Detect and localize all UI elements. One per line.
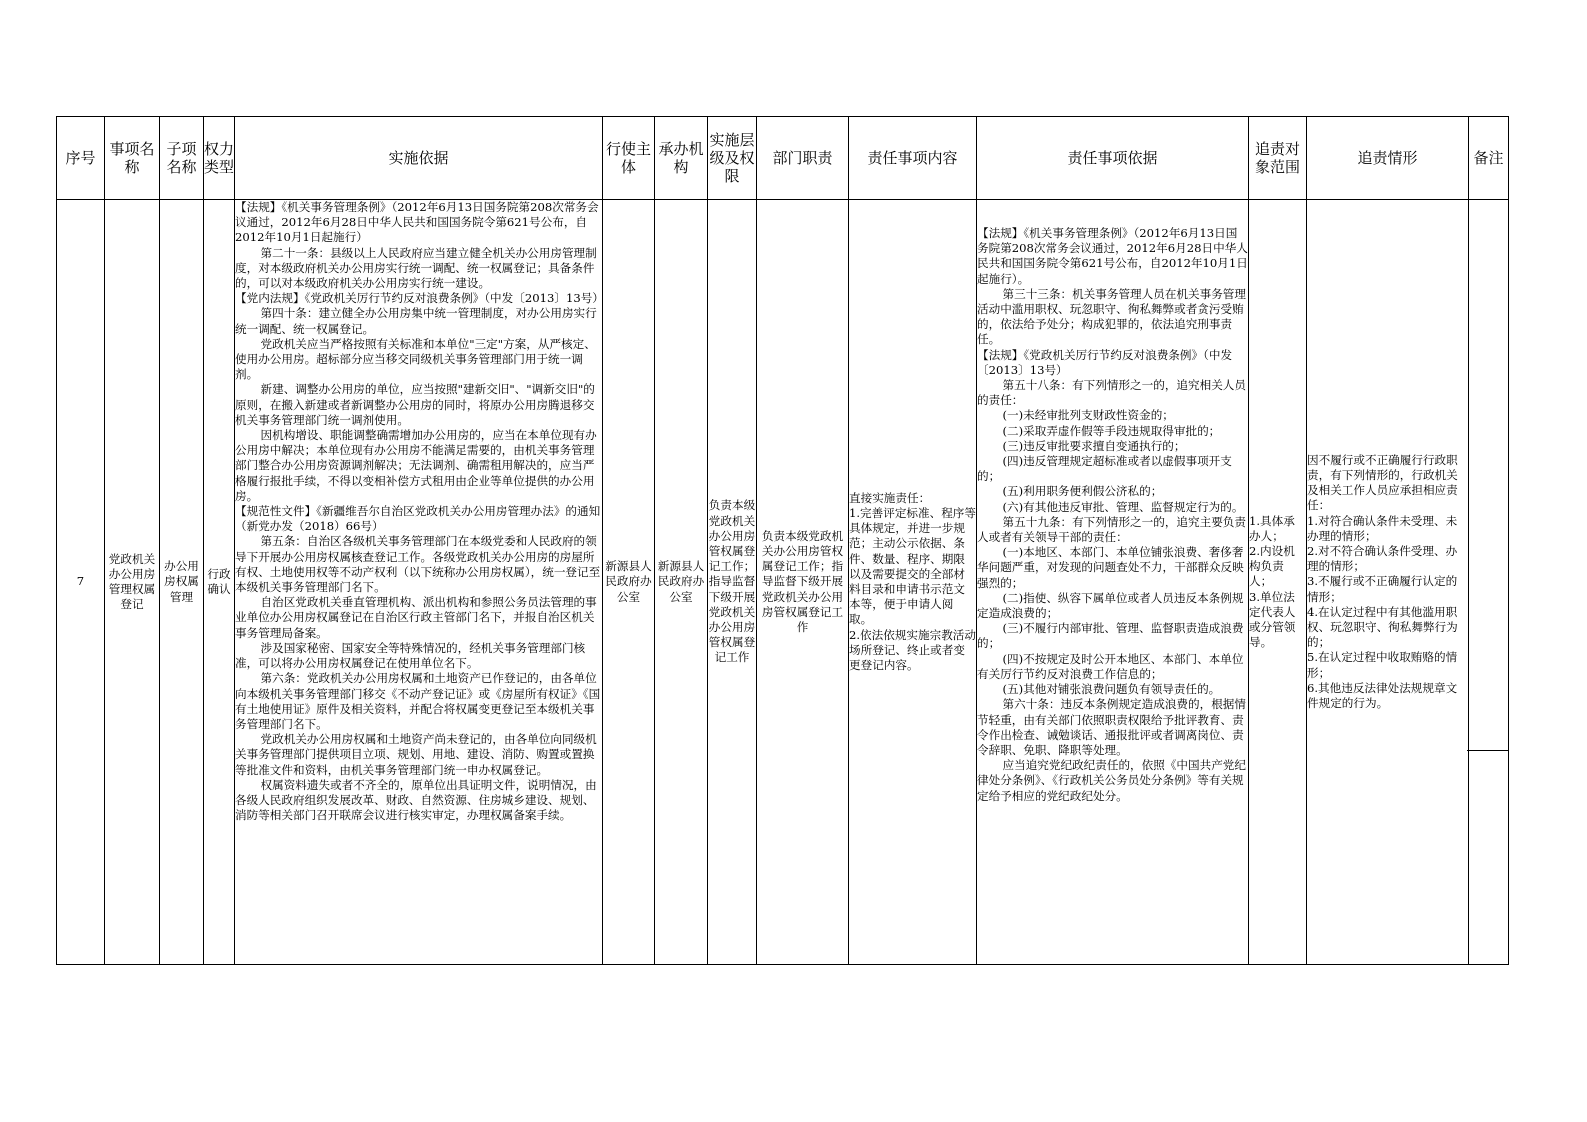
basis-para: 因机构增设、职能调整确需增加办公用房的，应当在本单位现有办公用房中解决；本单位现有办公用房不能满足需要的，由机关事务管理部门整合办公用房资源调剂解决；无法调剂、确需租用解决的，应当严格履行报批手续，不得以变相补偿方式租用由企业等单位提供的办公用房。: [235, 428, 597, 503]
resp-basis-para: 第六十条：违反本条例规定造成浪费的，根据情节轻重，由有关部门依照职责权限给予批评教育、责令作出检查、诫勉谈话、通报批评或者调离岗位、责令辞职、免职、降职等处理。: [977, 697, 1246, 757]
header-accountability-scope: 追责对象范围: [1249, 117, 1307, 200]
row-level: 负责本级党政机关办公用房管权属登记工作；指导监督下级开展党政机关办公用房管权属登记工作: [708, 200, 757, 965]
scope-para: 2.内设机构负责人；: [1249, 543, 1295, 589]
resp-basis-para: 应当追究党纪政纪责任的，依照《中国共产党纪律处分条例》、《行政机关公务员处分条例》等有关规定给予相应的党纪政纪处分。: [977, 758, 1246, 803]
header-resp-content: 责任事项内容: [849, 117, 977, 200]
row-sub-item: 办公用房权属管理: [160, 200, 204, 965]
resp-basis-para: (四)不按规定及时公开本地区、本部门、本单位有关厉行节约反对浪费工作信息的；: [977, 651, 1244, 681]
resp-basis-para: 第五十九条：有下列情形之一的，追究主要负责人或者有关领导干部的责任：: [977, 514, 1246, 545]
row-power-type: 行政确认: [204, 200, 235, 965]
header-sub-item: 子项名称: [160, 117, 204, 200]
resp-basis-para: 第三十三条：机关事务管理人员在机关事务管理活动中滥用职权、玩忽职守、徇私舞弊或者贪污受贿的，依法给予处分；构成犯罪的，依法追究刑事责任。: [977, 286, 1246, 347]
row-item-name: 党政机关办公用房管理权属登记: [105, 200, 160, 965]
header-basis: 实施依据: [235, 117, 603, 200]
resp-content-para: 2.依法依规实施宗教活动场所登记、终止或者变更登记内容。: [849, 627, 976, 673]
row-handler: 新源县人民政府办公室: [655, 200, 708, 965]
row-basis: [235, 200, 603, 965]
remarks-divider: [1467, 750, 1508, 751]
basis-para: 第四十条：建立健全办公用房集中统一管理制度，对办公用房实行统一调配、统一权属登记。: [235, 306, 597, 336]
row-dept-duty: 负责本级党政机关办公用房管权属登记工作；指导监督下级开展党政机关办公用房管权属登记工作: [757, 200, 849, 965]
cases-para: 2.对不符合确认条件受理、办理的情形；: [1307, 543, 1458, 574]
cases-para: 3.不履行或不正确履行认定的情形；: [1307, 574, 1458, 604]
header-power-type: 权力类型: [204, 117, 235, 200]
basis-para: 党政机关办公用房权属和土地资产尚未登记的，由各单位向同级机关事务管理部门提供项目立项、规划、用地、建设、消防、购置或置换等批准文件和资料，由机关事务管理部门统一申办权属登记。: [235, 732, 597, 777]
basis-para: 党政机关应当严格按照有关标准和本单位"三定"方案，从严核定、使用办公用房。超标部分应当移交同级机关事务管理部门用于统一调剂。: [235, 336, 596, 382]
basis-para: 【规范性文件】《新疆维吾尔自治区党政机关办公用房管理办法》的通知（新党办发（2018）66号）: [235, 504, 601, 534]
basis-para: 第二十一条：县级以上人民政府应当建立健全机关办公用房管理制度，对本级政府机关办公用房实行统一调配、统一权属登记；具备条件的，可以对本级政府机关办公用房实行统一建设。: [235, 245, 597, 291]
resp-basis-para: (四)违反管理规定超标准或者以虚假事项开支的；: [977, 454, 1232, 484]
cases-para: 4.在认定过程中有其他滥用职权、玩忽职守、徇私舞弊行为的；: [1307, 604, 1458, 650]
row-remarks: [1469, 200, 1509, 965]
cases-para: 6.其他违反法律处法规规章文件规定的行为。: [1307, 680, 1458, 711]
resp-basis-para: (二)指使、纵容下属单位或者人员违反本条例规定造成浪费的；: [977, 590, 1244, 621]
table-row: [57, 200, 1509, 965]
resp-content-para: 1.完善评定标准、程序等具体规定，并进一步规范；主动公示依据、条件、数量、程序、期限以及需要提交的全部材料目录和申请书示范文本等，便于申请人阅取。: [849, 505, 976, 627]
basis-para: 第五条：自治区各级机关事务管理部门在本级党委和人民政府的领导下开展办公用房权属核查登记工作。各级党政机关办公用房的房屋所有权、土地使用权等不动产权利（以下统称办公用房权属），统一登记至本级机关事务管理部门名下。: [235, 534, 601, 595]
resp-basis-para: (三)违反审批要求擅自变通执行的；: [1002, 438, 1186, 453]
header-item-name: 事项名称: [105, 117, 160, 200]
basis-para: 自治区党政机关垂直管理机构、派出机构和参照公务员法管理的事业单位办公用房权属登记在自治区行政主管部门名下，并报自治区机关事务管理局备案。: [235, 595, 597, 640]
row-accountability-cases: [1307, 200, 1469, 965]
resp-basis-para: (六)有其他违反审批、管理、监督规定行为的。: [1002, 499, 1244, 514]
header-handler: 承办机构: [655, 117, 708, 200]
header-accountability-cases: 追责情形: [1307, 117, 1469, 200]
resp-basis-para: 第五十八条：有下列情形之一的，追究相关人员的责任：: [977, 378, 1246, 408]
header-row: [57, 117, 1509, 200]
basis-para: 【党内法规】《党政机关厉行节约反对浪费条例》（中发〔2013〕13号）: [235, 291, 604, 306]
row-accountability-scope: [1249, 200, 1307, 965]
header-subject: 行使主体: [603, 117, 655, 200]
row-resp-basis: [977, 200, 1249, 965]
responsibility-table: [56, 116, 1509, 965]
header-resp-basis: 责任事项依据: [977, 117, 1249, 200]
basis-para: 新建、调整办公用房的单位，应当按照"建新交旧"、"调新交旧"的原则，在搬入新建或者新调整办公用房的同时，将原办公用房腾退移交机关事务管理部门统一调剂使用。: [235, 382, 595, 427]
resp-basis-para: (五)其他对铺张浪费问题负有领导责任的。: [1002, 682, 1221, 697]
header-seq: 序号: [57, 117, 105, 200]
resp-basis-para: 【法规】《机关事务管理条例》（2012年6月13日国务院第208次常务会议通过，2012年6月28日中华人民共和国国务院令第621号公布，自2012年10月1日起施行）。: [977, 226, 1248, 286]
resp-content-para: 直接实施责任：: [849, 490, 931, 505]
basis-para: 权属资料遗失或者不齐全的，原单位出具证明文件，说明情况，由各级人民政府组织发展改革、财政、自然资源、住房城乡建设、规划、消防等相关部门召开联席会议进行核实审定，办理权属备案手续。: [235, 777, 597, 823]
resp-basis-para: (五)利用职务便利假公济私的；: [1002, 484, 1163, 499]
header-remarks: 备注: [1469, 117, 1509, 200]
resp-basis-para: (一)本地区、本部门、本单位铺张浪费、奢侈奢华问题严重，对发现的问题查处不力，干部群众反映强烈的；: [977, 545, 1244, 590]
cases-para: 1.对符合确认条件未受理、未办理的情形；: [1307, 513, 1458, 543]
resp-basis-para: (一)未经审批列支财政性资金的；: [1002, 408, 1174, 423]
scope-para: 1.具体承办人；: [1249, 513, 1295, 543]
row-subject: 新源县人民政府办公室: [603, 200, 655, 965]
scope-para: 3.单位法定代表人或分管领导。: [1249, 589, 1296, 650]
header-level: 实施层级及权限: [708, 117, 757, 200]
row-resp-content: [849, 200, 977, 965]
basis-para: 第六条：党政机关办公用房权属和土地资产已作登记的，由各单位向本级机关事务管理部门移交《不动产登记证》或《房屋所有权证》《国有土地使用证》原件及相关资料，并配合将权属变更登记至本级机关事务管理部门名下。: [235, 671, 601, 731]
resp-basis-para: 【法规】《党政机关厉行节约反对浪费条例》（中发〔2013〕13号）: [977, 347, 1233, 377]
resp-basis-para: (三)不履行内部审批、管理、监督职责造成浪费的；: [977, 621, 1244, 651]
header-dept-duty: 部门职责: [757, 117, 849, 200]
resp-basis-para: (二)采取弄虚作假等手段违规取得审批的；: [1002, 423, 1221, 438]
row-seq: 7: [57, 200, 105, 965]
cases-para: 5.在认定过程中收取贿赂的情形；: [1307, 650, 1458, 680]
basis-para: 涉及国家秘密、国家安全等特殊情况的，经机关事务管理部门核准，可以将办公用房权属登记在使用单位名下。: [235, 640, 586, 671]
basis-para: 【法规】《机关事务管理条例》（2012年6月13日国务院第208次常务会议通过，2012年6月28日中华人民共和国国务院令第621号公布，自2012年10月1日起施行）: [235, 200, 599, 245]
cases-para: 因不履行或不正确履行行政职责，有下列情形的，行政机关及相关工作人员应承担相应责任：: [1307, 452, 1458, 513]
